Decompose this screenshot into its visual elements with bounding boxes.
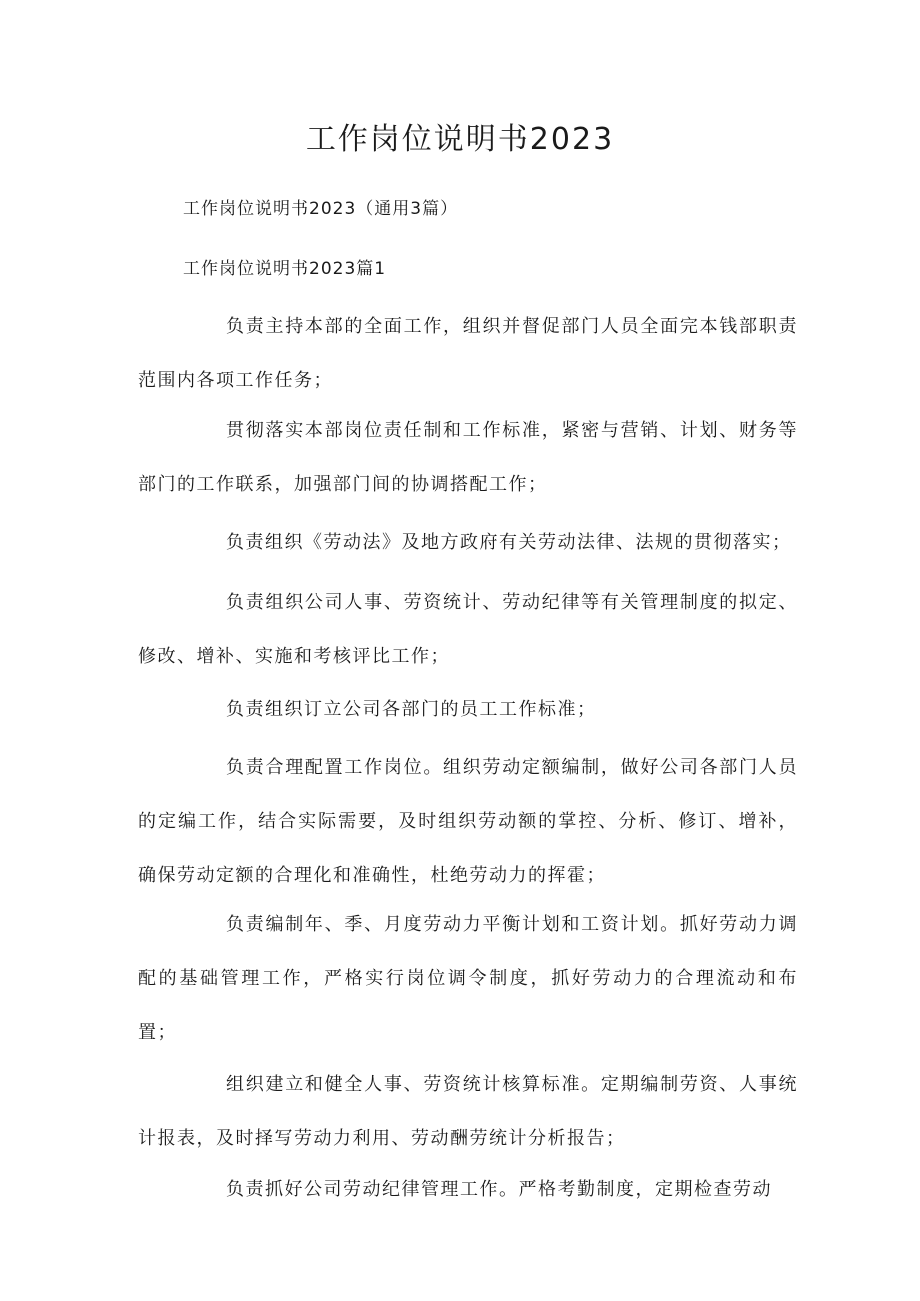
paragraph: 负责组织《劳动法》及地方政府有关劳动法律、法规的贯彻落实；	[226, 532, 792, 553]
document-subtitle: 工作岗位说明书2023（通用3篇）	[183, 199, 459, 219]
paragraph: 组织建立和健全人事、劳资统计核算标准。定期编制劳资、人事统计报表，及时择写劳动力利用、劳动酬劳统计分析报告；	[138, 1074, 798, 1149]
paragraph: 负责主持本部的全面工作，组织并督促部门人员全面完本钱部职责范围内各项工作任务；	[138, 316, 798, 391]
paragraph: 负责合理配置工作岗位。组织劳动定额编制，做好公司各部门人员的定编工作，结合实际需要，及时组织劳动额的掌控、分析、修订、增补，确保劳动定额的合理化和准确性，杜绝劳动力的挥霍；	[138, 757, 798, 886]
paragraph: 负责编制年、季、月度劳动力平衡计划和工资计划。抓好劳动力调配的基础管理工作，严格实行岗位调令制度，抓好劳动力的合理流动和布置；	[138, 914, 798, 1043]
paragraph: 负责组织订立公司各部门的员工工作标准；	[226, 699, 597, 720]
paragraph: 负责抓好公司劳动纪律管理工作。严格考勤制度，定期检查劳动	[226, 1179, 772, 1200]
section-heading: 工作岗位说明书2023篇1	[183, 259, 387, 279]
document-title: 工作岗位说明书2023	[305, 122, 615, 157]
paragraph: 贯彻落实本部岗位责任制和工作标准，紧密与营销、计划、财务等部门的工作联系，加强部门间的协调搭配工作；	[138, 420, 798, 495]
paragraph: 负责组织公司人事、劳资统计、劳动纪律等有关管理制度的拟定、修改、增补、实施和考核评比工作；	[138, 592, 798, 667]
